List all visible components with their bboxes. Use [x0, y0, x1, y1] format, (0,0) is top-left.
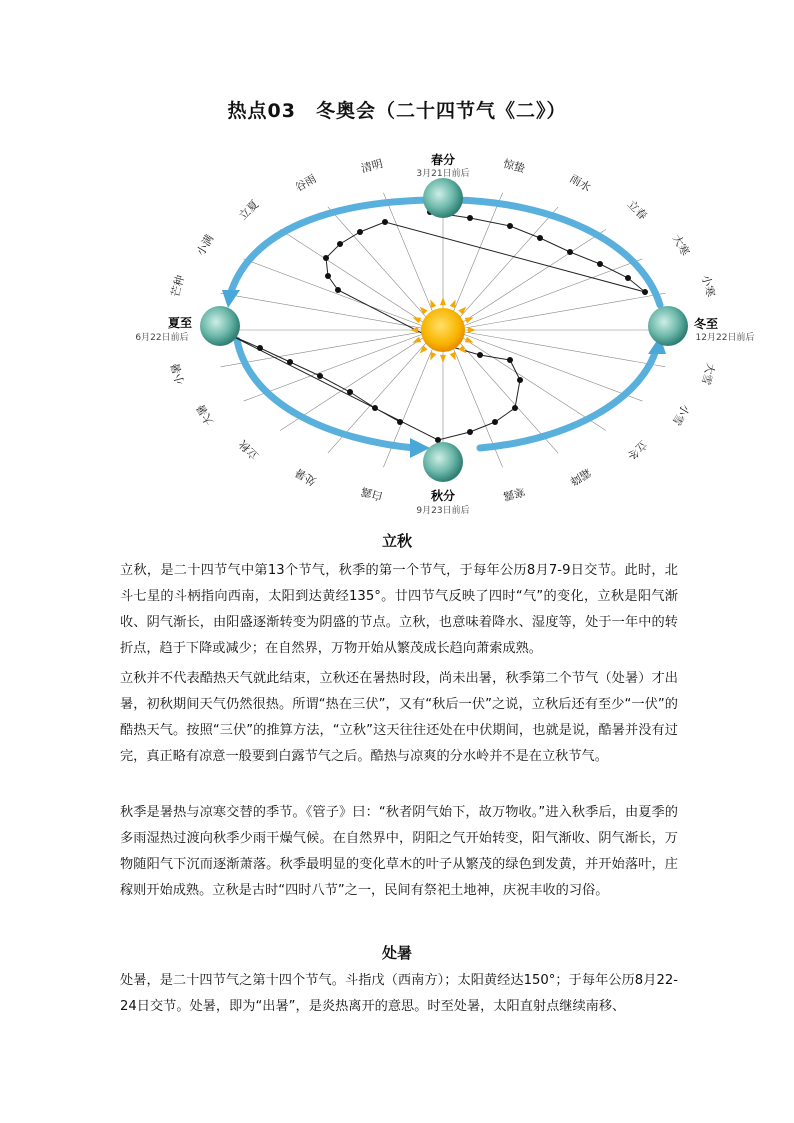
term-dot	[467, 429, 473, 435]
paragraph-liqiu-3: 秋季是暑热与凉寒交替的季节。《管子》曰：“秋者阴气始下，故万物收。”进入秋季后，由夏季的多雨湿热过渡向秋季少雨干燥气候。在自然界中，阴阳之气开始转变，阳气渐收、阴气渐长，万物随阳气下沉而逐渐萧落。秋季最明显的变化草木的叶子从繁茂的绿色到发黄，并开始落叶，庄稼则开始成熟。立秋是古时“四时八节”之一，民间有祭祀土地神，庆祝丰收的习俗。	[120, 805, 678, 898]
winter-earth-icon	[648, 306, 688, 346]
term-label: 立冬	[624, 437, 650, 463]
term-dot	[257, 345, 263, 351]
term-label: 清明	[359, 157, 385, 176]
sun-ray	[468, 327, 476, 333]
term-dot	[537, 235, 543, 241]
term-dot	[492, 419, 498, 425]
section-heading-chushu: 处暑	[381, 944, 412, 962]
sun-ray	[458, 345, 466, 353]
summer-date: 6月22日前后	[135, 333, 189, 343]
term-label: 处暑	[292, 465, 319, 488]
term-dot	[567, 249, 573, 255]
sun-ray	[440, 355, 446, 363]
sun-ray	[430, 300, 436, 309]
term-dot	[335, 287, 341, 293]
autumn-label: 秋分	[430, 489, 456, 503]
term-dot	[372, 405, 378, 411]
term-dot	[467, 215, 473, 221]
paragraph-liqiu-1: 立秋，是二十四节气中第13个节气，秋季的第一个节气，于每年公历8月7-9日交节。此时，北斗七星的斗柄指向西南，太阳到达黄经135°。廿四节气反映了四时“气”的变化，立秋是阳气渐收、阴气渐长，由阳盛逐渐转变为阴盛的节点。立秋，也意味着降水、湿度等，处于一年中的转折点，趋于下降或减少；在自然界，万物开始从繁茂成长趋向萧索成熟。	[120, 563, 678, 656]
autumn-date: 9月23日前后	[416, 506, 470, 516]
sun-ray	[450, 300, 456, 309]
paragraph-liqiu-2: 立秋并不代表酷热天气就此结束，立秋还在暑热时段，尚未出暑，秋季第二个节气（处暑）才出暑，初秋期间天气仍然很热。所谓“热在三伏”，又有“秋后一伏”之说，立秋后还有至少“一伏”的酷热天气。按照“三伏”的推算方法，“立秋”这天往往还处在中伏期间，也就是说，酷暑并没有过完，真正略有凉意一般要到白露节气之后。酷热与凉爽的分水岭并不是在立秋节气。	[120, 671, 678, 764]
term-dot	[642, 289, 648, 295]
term-label: 雨水	[567, 172, 594, 195]
paragraph-chushu-1: 处暑，是二十四节气之第十四个节气。斗指戊（西南方）；太阳黄经达150°；于每年公历8月22-24日交节。处暑，即为“出暑”，是炎热离开的意思。时至处暑，太阳直射点继续南移、	[120, 973, 678, 1014]
term-dot	[512, 405, 518, 411]
term-dot	[477, 352, 483, 358]
term-dot	[397, 419, 403, 425]
term-label: 芒种	[168, 273, 188, 299]
sun-ray	[458, 307, 466, 315]
term-label: 大暑	[194, 401, 217, 428]
sun-ray	[430, 352, 436, 361]
term-dot	[287, 359, 293, 365]
term-label: 小暑	[168, 361, 188, 387]
spring-earth-icon	[423, 178, 463, 218]
term-label: 霜降	[567, 465, 594, 488]
term-dot	[625, 275, 631, 281]
term-dot	[317, 373, 323, 379]
term-label: 谷雨	[292, 172, 319, 195]
spring-date: 3月21日前后	[416, 169, 470, 179]
page-title: 热点03 冬奥会（二十四节气《二》）	[227, 100, 567, 122]
term-label: 小满	[194, 232, 217, 259]
term-dot	[347, 389, 353, 395]
term-dot	[435, 437, 441, 443]
term-dot	[382, 219, 388, 225]
term-dot	[597, 261, 603, 267]
term-label: 立秋	[236, 437, 262, 463]
sun-ray	[420, 345, 428, 353]
sun-ray	[450, 352, 456, 361]
section-heading-liqiu: 立秋	[381, 532, 412, 550]
term-label: 白露	[359, 484, 385, 503]
winter-date: 12月22日前后	[695, 333, 755, 343]
term-dot	[507, 357, 513, 363]
winter-label: 冬至	[693, 317, 719, 331]
term-label: 立夏	[236, 197, 262, 223]
term-label: 立春	[624, 197, 650, 223]
term-dot	[507, 223, 513, 229]
term-label: 大雪	[698, 361, 718, 387]
term-label: 寒露	[501, 484, 527, 503]
term-dot	[325, 273, 331, 279]
term-label: 大寒	[669, 232, 692, 259]
sun-ray	[420, 307, 428, 315]
term-label: 小寒	[698, 273, 718, 299]
summer-label: 夏至	[167, 316, 193, 330]
term-dot	[357, 229, 363, 235]
term-dot	[517, 377, 523, 383]
summer-earth-icon	[200, 306, 240, 346]
term-label: 小雪	[669, 401, 692, 428]
sun-ray	[440, 297, 446, 305]
term-dot	[337, 241, 343, 247]
term-dot	[323, 255, 329, 261]
autumn-earth-icon	[423, 442, 463, 482]
term-label: 惊蛰	[501, 157, 527, 176]
solar-terms-diagram	[100, 140, 780, 520]
spring-label: 春分	[430, 153, 456, 167]
